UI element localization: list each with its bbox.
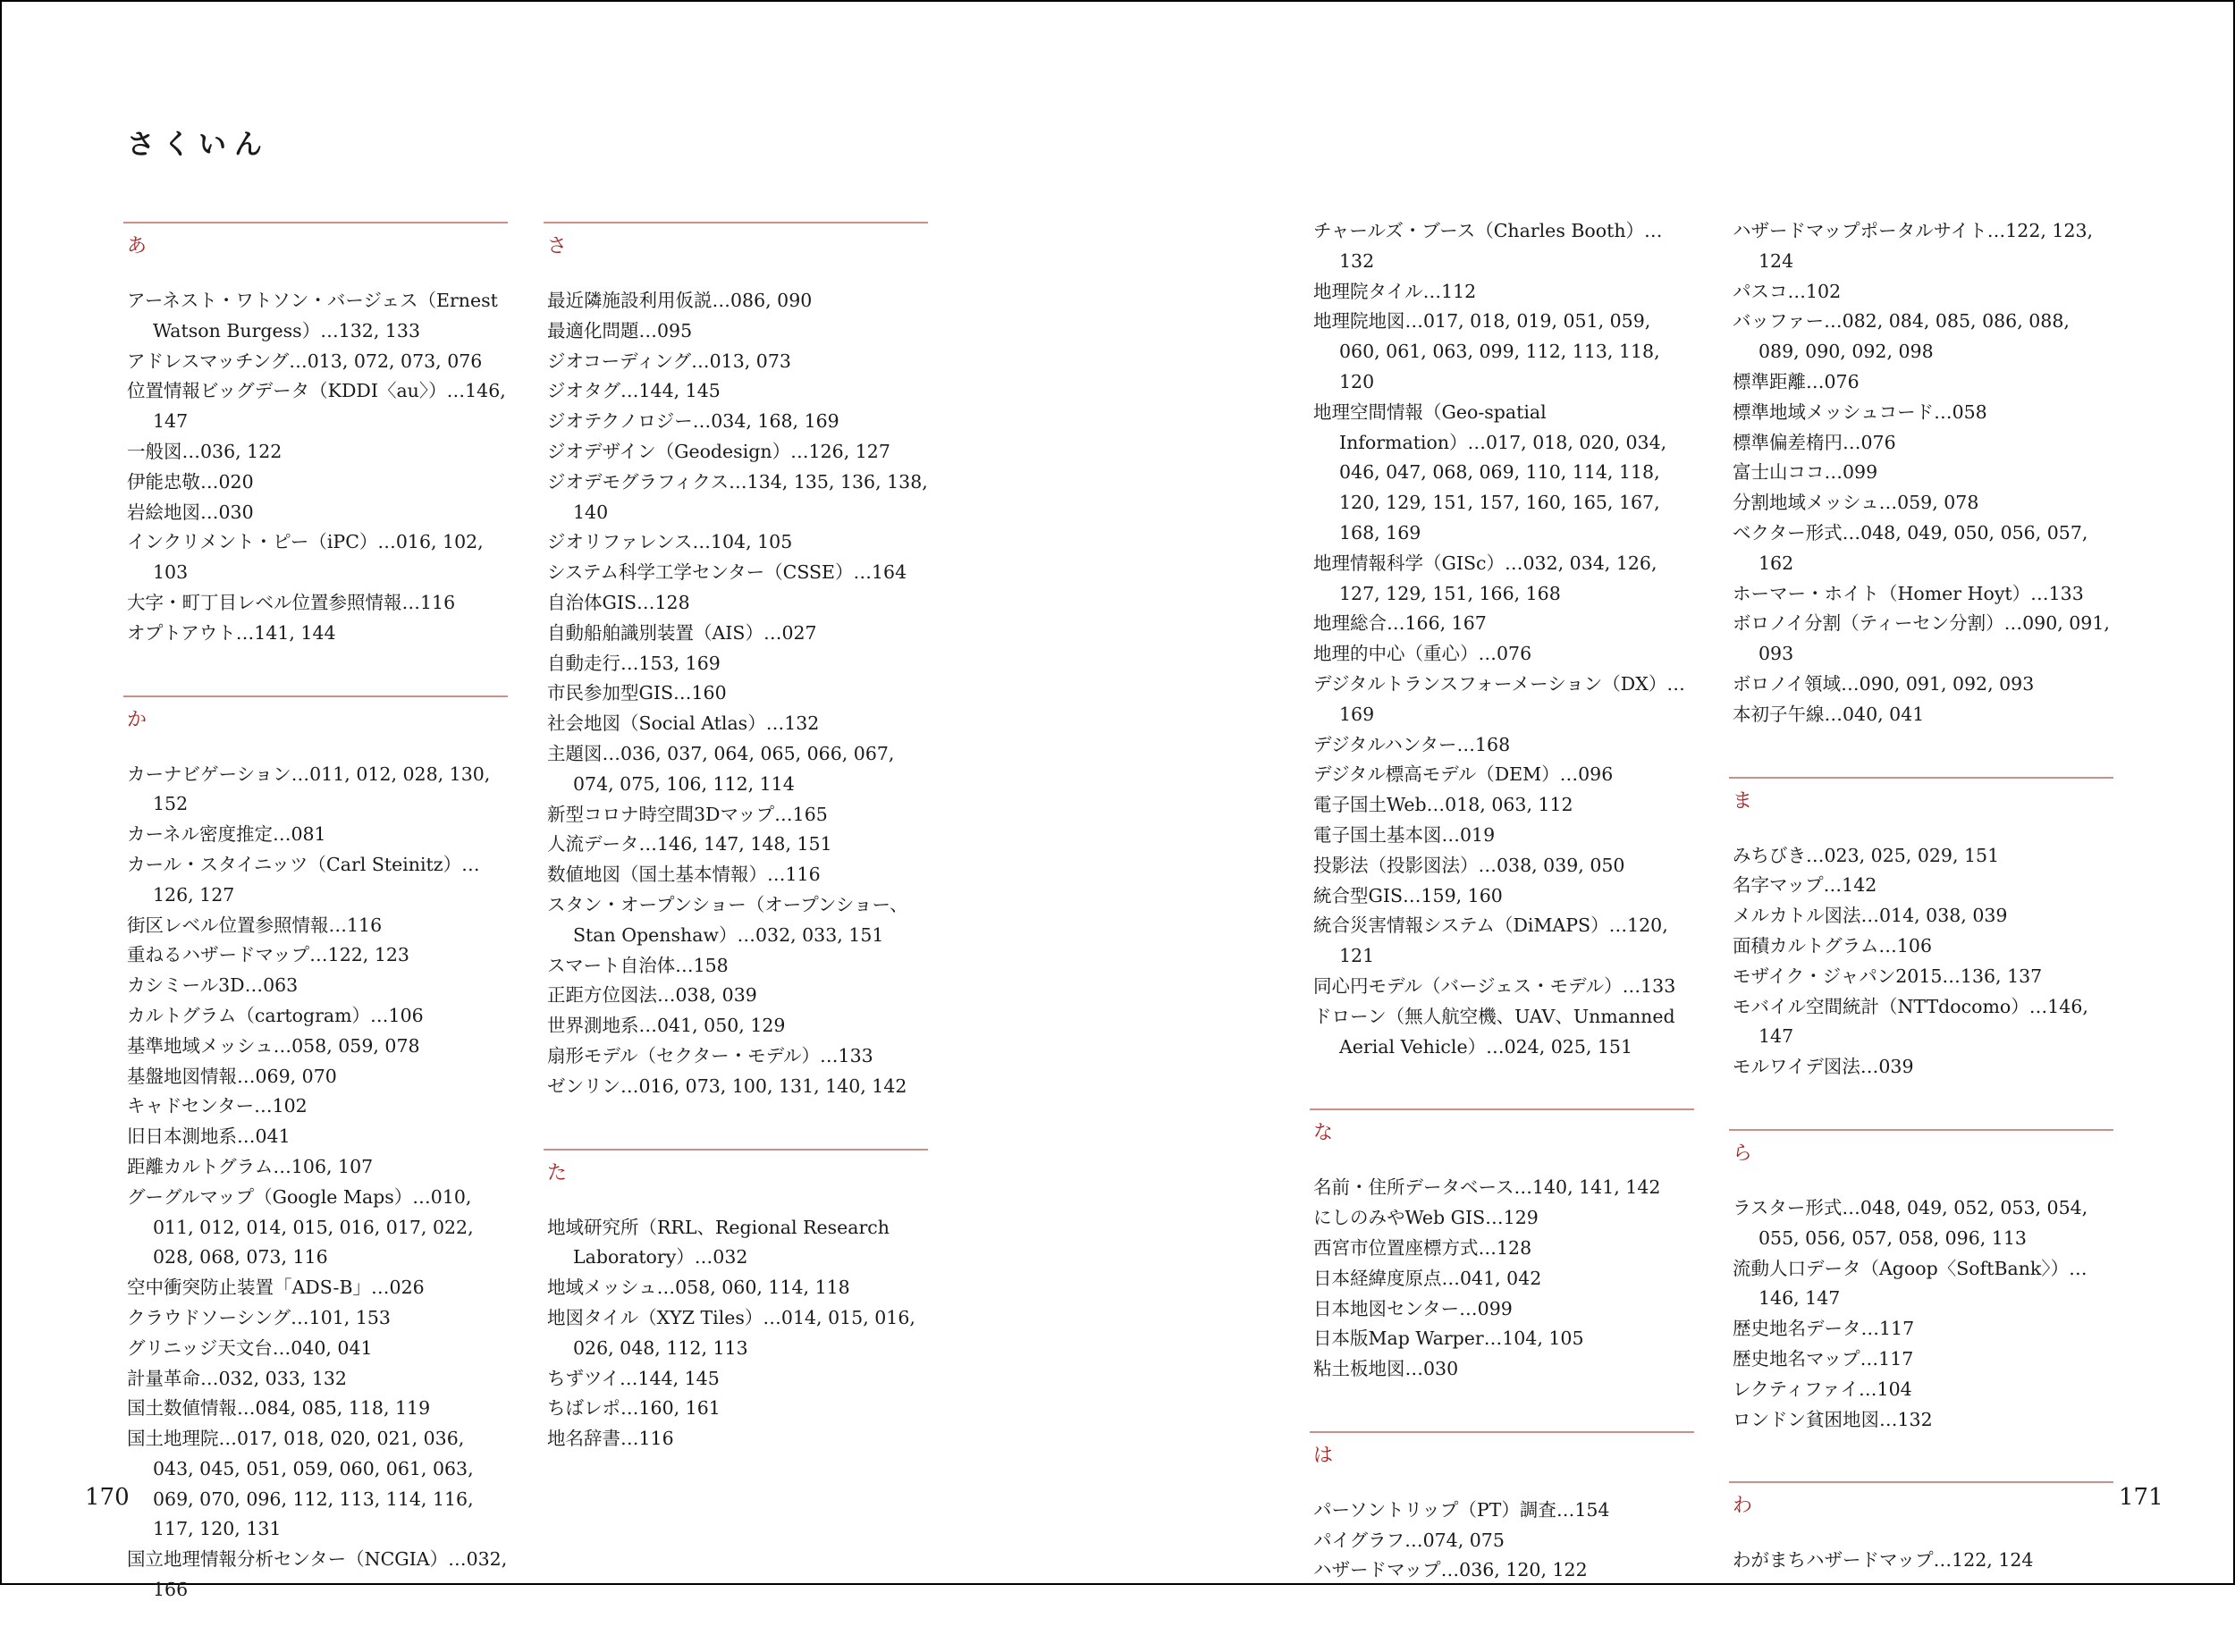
index-entry: カシミール3D…063 (127, 974, 299, 997)
section-heading: か (123, 695, 508, 740)
entry-list (1310, 1496, 1694, 1586)
index-entry: ドローン（無人航空機、UAV、Unmanned Aerial Vehicle）…024, 025, 151 (1313, 1005, 1675, 1058)
index-entry: 日本地図センター…099 (1313, 1297, 1513, 1319)
index-entry: ベクター形式…048, 049, 050, 056, 057, 162 (1733, 521, 2088, 574)
index-entry: 数値地図（国土基本情報）…116 (547, 864, 821, 886)
index-entry: モルワイデ図法…039 (1733, 1056, 1914, 1078)
index-entry: カール・スタイニッツ（Carl Steinitz）…126, 127 (127, 853, 480, 906)
index-column-1 (123, 222, 508, 1652)
index-entry: グーグルマップ（Google Maps）…010, 011, 012, 014, 015, 016, 017, 022, 028, 068, 073, 116 (127, 1185, 474, 1268)
index-entry: 街区レベル位置参照情報…116 (127, 914, 383, 936)
index-entry: スマート自治体…158 (547, 954, 729, 976)
index-entry: わがまちハザードマップ…122, 124 (1733, 1549, 2034, 1572)
index-entry: ハザードマップポータルサイト…122, 123, 124 (1733, 220, 2094, 272)
index-entry: クラウドソーシング…101, 153 (127, 1306, 391, 1328)
index-entry: 地理情報科学（GISc）…032, 034, 126, 127, 129, 151, 166, 168 (1313, 552, 1657, 604)
index-entry: ロンドン貧困地図…132 (1733, 1408, 1933, 1430)
index-entry: 一般図…036, 122 (127, 440, 283, 462)
index-column-3 (1310, 216, 1694, 1632)
section-heading: さ (544, 222, 928, 266)
index-entry: 標準距離…076 (1733, 370, 1860, 392)
index-entry: 地域研究所（RRL、Regional Research Laboratory）…032 (547, 1216, 890, 1268)
entry-list (544, 1213, 928, 1454)
index-entry: 伊能忠敬…020 (127, 470, 254, 493)
index-entry: 電子国土Web…018, 063, 112 (1313, 794, 1573, 816)
index-section (544, 222, 928, 1102)
index-entry: 統合災害情報システム（DiMAPS）…120, 121 (1313, 914, 1668, 967)
entry-list (1729, 841, 2113, 1083)
index-entry: ジオデモグラフィクス…134, 135, 136, 138, 140 (547, 470, 928, 523)
index-entry: ボロノイ分割（ティーセン分割）…090, 091, 093 (1733, 612, 2110, 665)
index-entry: デジタルハンター…168 (1313, 733, 1511, 755)
index-entry: にしのみやWeb GIS…129 (1313, 1207, 1539, 1229)
index-entry: 同心円モデル（バージェス・モデル）…133 (1313, 974, 1676, 997)
entry-list (1729, 1193, 2113, 1435)
index-entry: 国立地理情報分析センター（NCGIA）…032, 166 (127, 1548, 508, 1601)
index-entry: パーソントリップ（PT）調査…154 (1313, 1498, 1610, 1521)
index-entry: ちばレポ…160, 161 (547, 1397, 721, 1420)
index-entry: ハザードマップ…036, 120, 122 (1313, 1559, 1588, 1581)
index-entry: カルトグラム（cartogram）…106 (127, 1004, 424, 1026)
index-entry: ジオリファレンス…104, 105 (547, 531, 793, 553)
index-entry: 扇形モデル（セクター・モデル）…133 (547, 1044, 873, 1066)
index-section (1729, 1129, 2113, 1435)
entry-list (1310, 216, 1694, 1062)
index-section (544, 1149, 928, 1454)
section-heading: た (544, 1149, 928, 1193)
index-section (1310, 1108, 1694, 1385)
index-entry: 大字・町丁目レベル位置参照情報…116 (127, 591, 456, 613)
index-entry: 社会地図（Social Atlas）…132 (547, 712, 820, 735)
index-entry: 分割地域メッシュ…059, 078 (1733, 492, 1979, 514)
index-entry: 地理院地図…017, 018, 019, 051, 059, 060, 061, 063, 099, 112, 113, 118, 120 (1313, 310, 1660, 392)
index-entry: ちずツイ…144, 145 (547, 1367, 720, 1389)
index-entry: 旧日本測地系…041 (127, 1125, 291, 1148)
index-entry: 地理的中心（重心）…076 (1313, 643, 1532, 665)
index-entry: 日本版Map Warper…104, 105 (1313, 1328, 1584, 1350)
index-entry: ホーマー・ホイト（Homer Hoyt）…133 (1733, 582, 2084, 604)
index-column-4 (1729, 216, 2113, 1622)
index-entry: 自動船舶識別装置（AIS）…027 (547, 621, 817, 644)
index-entry: 重ねるハザードマップ…122, 123 (127, 944, 409, 966)
index-entry: 歴史地名マップ…117 (1733, 1347, 1914, 1370)
index-entry: みちびき…023, 025, 029, 151 (1733, 844, 2000, 866)
index-entry: デジタルトランスフォーメーション（DX）…169 (1313, 672, 1685, 725)
index-section (1729, 216, 2113, 730)
index-column-2 (544, 222, 928, 1501)
section-heading: わ (1729, 1481, 2113, 1526)
index-entry: ゼンリン…016, 073, 100, 131, 140, 142 (547, 1075, 907, 1097)
index-entry: 流動人口データ（Agoop〈SoftBank〉）…146, 147 (1733, 1257, 2087, 1310)
index-entry: 基準地域メッシュ…058, 059, 078 (127, 1034, 420, 1057)
entry-list (123, 286, 508, 649)
page-title: さくいん (127, 129, 270, 161)
entry-list (1729, 216, 2113, 730)
index-entry: 世界測地系…041, 050, 129 (547, 1015, 786, 1037)
index-section (1729, 1481, 2113, 1576)
index-entry: 正距方位図法…038, 039 (547, 984, 757, 1007)
entry-list (544, 286, 928, 1102)
index-entry: 地理総合…166, 167 (1313, 612, 1487, 635)
index-entry: モザイク・ジャパン2015…136, 137 (1733, 965, 2043, 987)
index-entry: アドレスマッチング…013, 072, 073, 076 (127, 350, 483, 372)
index-entry: レクティファイ…104 (1733, 1378, 1912, 1400)
index-entry: 名字マップ…142 (1733, 874, 1877, 897)
index-entry: ジオテクノロジー…034, 168, 169 (547, 410, 839, 433)
section-heading: あ (123, 222, 508, 266)
index-entry: スタン・オープンショー（オープンショー、Stan Openshaw）…032, 033, 151 (547, 893, 908, 946)
index-section (1310, 216, 1694, 1062)
index-entry: ボロノイ領域…090, 091, 092, 093 (1733, 672, 2035, 695)
index-entry: 本初子午線…040, 041 (1733, 703, 1925, 725)
index-entry: 人流データ…146, 147, 148, 151 (547, 833, 832, 856)
index-entry: 岩絵地図…030 (127, 501, 254, 523)
index-entry: 西宮市位置座標方式…128 (1313, 1236, 1532, 1259)
index-entry: 自治体GIS…128 (547, 591, 690, 613)
index-entry: アーネスト・ワトソン・バージェス（Ernest Watson Burgess）…132, 133 (127, 290, 498, 341)
index-entry: 富士山ココ…099 (1733, 461, 1878, 484)
index-entry: ジオタグ…144, 145 (547, 380, 721, 402)
index-entry: 新型コロナ時空間3Dマップ…165 (547, 803, 828, 825)
index-entry: 地理空間情報（Geo-spatial Information）…017, 018, 020, 034, 046, 047, 068, 069, 110, 114, 118, 120, 129, 151, 157, 160, 165, 167, 168, 169 (1313, 400, 1667, 544)
index-entry: 位置情報ビッグデータ（KDDI〈au〉）…146, 147 (127, 380, 506, 433)
index-entry: 距離カルトグラム…106, 107 (127, 1155, 374, 1177)
index-entry: 自動走行…153, 169 (547, 652, 721, 674)
index-entry: 主題図…036, 037, 064, 065, 066, 067, 074, 075, 106, 112, 114 (547, 742, 895, 795)
index-entry: パイグラフ…074, 075 (1313, 1529, 1505, 1551)
index-entry: 地理院タイル…112 (1313, 280, 1477, 302)
entry-list (1729, 1546, 2113, 1576)
index-entry: 計量革命…032, 033, 132 (127, 1367, 347, 1389)
index-entry: 国土地理院…017, 018, 020, 021, 036, 043, 045, 051, 059, 060, 061, 063, 069, 070, 096, 112, 113, 114, 116, 117, 120, 131 (127, 1428, 474, 1540)
index-entry: パスコ…102 (1733, 280, 1842, 302)
section-heading: な (1310, 1108, 1694, 1153)
index-section (1310, 1431, 1694, 1586)
index-entry: 粘土板地図…030 (1313, 1358, 1459, 1380)
index-entry: 市民参加型GIS…160 (547, 682, 727, 704)
index-entry: 標準地域メッシュコード…058 (1733, 400, 1987, 423)
index-entry: 地図タイル（XYZ Tiles）…014, 015, 016, 026, 048, 112, 113 (547, 1306, 915, 1359)
index-entry: オプトアウト…141, 144 (127, 621, 336, 644)
index-entry: 歴史地名データ…117 (1733, 1318, 1915, 1340)
index-entry: 最適化問題…095 (547, 319, 693, 341)
index-entry: 地名辞書…116 (547, 1428, 674, 1450)
index-entry: 電子国土基本図…019 (1313, 823, 1496, 846)
index-entry: 名前・住所データベース…140, 141, 142 (1313, 1176, 1661, 1199)
entry-list (1310, 1173, 1694, 1385)
index-entry: 基盤地図情報…069, 070 (127, 1065, 337, 1087)
index-entry: 最近隣施設利用仮説…086, 090 (547, 290, 813, 311)
index-entry: インクリメント・ピー（iPC）…016, 102, 103 (127, 531, 484, 584)
entry-list (123, 760, 508, 1606)
section-heading: ま (1729, 777, 2113, 822)
section-heading: は (1310, 1431, 1694, 1476)
index-entry: メルカトル図法…014, 038, 039 (1733, 905, 2008, 927)
index-section (1729, 777, 2113, 1083)
index-entry: グリニッジ天文台…040, 041 (127, 1336, 373, 1359)
index-section (123, 222, 508, 649)
index-entry: キャドセンター…102 (127, 1095, 308, 1117)
index-entry: 国土数値情報…084, 085, 118, 119 (127, 1397, 431, 1420)
index-entry: チャールズ・ブース（Charles Booth）…132 (1313, 220, 1663, 272)
page-number-right: 171 (2119, 1484, 2163, 1511)
index-entry: 空中衝突防止装置「ADS-B」…026 (127, 1277, 425, 1299)
index-entry: 地域メッシュ…058, 060, 114, 118 (547, 1277, 850, 1299)
index-entry: ラスター形式…048, 049, 052, 053, 054, 055, 056, 057, 058, 096, 113 (1733, 1196, 2088, 1249)
index-entry: 標準偏差楕円…076 (1733, 431, 1896, 453)
index-entry: カーナビゲーション…011, 012, 028, 130, 152 (127, 763, 491, 815)
section-heading: ら (1729, 1129, 2113, 1174)
index-entry: 投影法（投影図法）…038, 039, 050 (1313, 854, 1625, 876)
page-number-left: 170 (85, 1484, 130, 1511)
index-entry: モバイル空間統計（NTTdocomo）…146, 147 (1733, 995, 2088, 1048)
index-entry: バッファー…082, 084, 085, 086, 088, 089, 090, 092, 098 (1733, 310, 2070, 363)
index-entry: ジオデザイン（Geodesign）…126, 127 (547, 440, 890, 462)
index-section (123, 695, 508, 1606)
index-entry: 統合型GIS…159, 160 (1313, 884, 1503, 906)
index-entry: デジタル標高モデル（DEM）…096 (1313, 763, 1614, 786)
index-entry: カーネル密度推定…081 (127, 823, 326, 846)
index-entry: 日本経緯度原点…041, 042 (1313, 1267, 1542, 1289)
index-entry: ジオコーディング…013, 073 (547, 350, 791, 372)
index-entry: 面積カルトグラム…106 (1733, 934, 1933, 957)
index-entry: システム科学工学センター（CSSE）…164 (547, 561, 907, 584)
